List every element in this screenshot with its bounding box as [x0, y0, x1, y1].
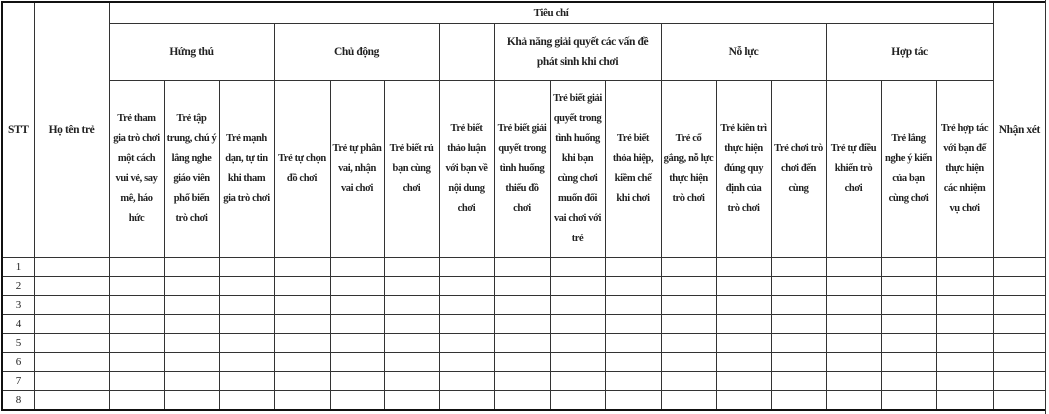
row-number: 6 — [2, 353, 34, 372]
score-cell[interactable] — [384, 296, 439, 315]
score-cell[interactable] — [384, 277, 439, 296]
score-cell[interactable] — [716, 334, 771, 353]
score-cell[interactable] — [384, 258, 439, 277]
score-cell[interactable] — [164, 372, 219, 391]
score-cell[interactable] — [771, 277, 826, 296]
score-cell[interactable] — [881, 258, 936, 277]
score-cell[interactable] — [439, 296, 494, 315]
criterion: Trẻ tự phân vai, nhận vai chơi — [330, 81, 384, 258]
score-cell[interactable] — [494, 391, 550, 411]
score-cell[interactable] — [661, 391, 716, 411]
score-cell[interactable] — [826, 315, 881, 334]
child-name-cell[interactable] — [34, 334, 109, 353]
score-cell[interactable] — [384, 372, 439, 391]
row-number: 1 — [2, 258, 34, 277]
table-row — [2, 296, 1046, 315]
score-cell[interactable] — [109, 353, 164, 372]
group-interest: Hứng thú — [109, 24, 274, 81]
child-name-cell[interactable] — [34, 258, 109, 277]
score-cell[interactable] — [109, 277, 164, 296]
table-row — [2, 258, 1046, 277]
criterion: Trẻ lắng nghe ý kiến của bạn cùng chơi — [881, 81, 936, 258]
name-header: Họ tên trẻ — [34, 2, 109, 258]
score-cell[interactable] — [109, 315, 164, 334]
criterion: Trẻ tự chọn đồ chơi — [274, 81, 330, 258]
score-cell[interactable] — [605, 391, 661, 411]
score-cell[interactable] — [716, 258, 771, 277]
table-row — [2, 315, 1046, 334]
child-name-cell[interactable] — [34, 353, 109, 372]
stt-header: STT — [2, 2, 34, 258]
score-cell[interactable] — [550, 296, 605, 315]
score-cell[interactable] — [164, 258, 219, 277]
criterion: Trẻ biết thỏa hiệp, kiềm chế khi chơi — [605, 81, 661, 258]
score-cell[interactable] — [771, 353, 826, 372]
score-cell[interactable] — [439, 372, 494, 391]
score-cell[interactable] — [439, 334, 494, 353]
score-cell[interactable] — [274, 277, 330, 296]
score-cell[interactable] — [826, 391, 881, 411]
criteria-header: Tiêu chí — [109, 2, 993, 24]
group-effort: Nỗ lực — [661, 24, 826, 81]
score-cell[interactable] — [716, 277, 771, 296]
score-cell[interactable] — [439, 353, 494, 372]
score-cell[interactable] — [605, 334, 661, 353]
score-cell[interactable] — [826, 258, 881, 277]
criterion: Trẻ biết giải quyết trong tình huống thiếu đồ chơi — [494, 81, 550, 258]
score-cell[interactable] — [605, 372, 661, 391]
criterion: Trẻ cố gắng, nỗ lực thực hiện trò chơi — [661, 81, 716, 258]
score-cell[interactable] — [330, 334, 384, 353]
score-cell[interactable] — [109, 334, 164, 353]
row-number: 7 — [2, 372, 34, 391]
score-cell[interactable] — [219, 315, 274, 334]
score-cell[interactable] — [164, 334, 219, 353]
score-cell[interactable] — [881, 315, 936, 334]
score-cell[interactable] — [164, 277, 219, 296]
row-number: 5 — [2, 334, 34, 353]
evaluation-table — [1, 1, 1047, 411]
score-cell[interactable] — [219, 296, 274, 315]
score-cell[interactable] — [605, 277, 661, 296]
score-cell[interactable] — [439, 315, 494, 334]
score-cell[interactable] — [164, 353, 219, 372]
score-cell[interactable] — [771, 315, 826, 334]
score-cell[interactable] — [109, 296, 164, 315]
comment-cell[interactable] — [993, 277, 1046, 296]
score-cell[interactable] — [826, 334, 881, 353]
comment-cell[interactable] — [993, 258, 1046, 277]
score-cell[interactable] — [494, 353, 550, 372]
score-cell[interactable] — [826, 277, 881, 296]
page-edge — [1045, 0, 1049, 414]
score-cell[interactable] — [494, 372, 550, 391]
table-row — [2, 391, 1046, 411]
score-cell[interactable] — [661, 258, 716, 277]
score-cell[interactable] — [771, 372, 826, 391]
child-name-cell[interactable] — [34, 315, 109, 334]
score-cell[interactable] — [330, 391, 384, 411]
score-cell[interactable] — [219, 372, 274, 391]
score-cell[interactable] — [716, 296, 771, 315]
score-cell[interactable] — [661, 277, 716, 296]
group-proactive: Chủ động — [274, 24, 439, 81]
score-cell[interactable] — [881, 391, 936, 411]
group-cooperation: Hợp tác — [826, 24, 993, 81]
table-row — [2, 334, 1046, 353]
child-name-cell[interactable] — [34, 277, 109, 296]
score-cell[interactable] — [550, 334, 605, 353]
score-cell[interactable] — [771, 391, 826, 411]
child-name-cell[interactable] — [34, 372, 109, 391]
score-cell[interactable] — [274, 334, 330, 353]
comment-cell[interactable] — [993, 334, 1046, 353]
score-cell[interactable] — [164, 296, 219, 315]
score-cell[interactable] — [384, 315, 439, 334]
score-cell[interactable] — [550, 258, 605, 277]
score-cell[interactable] — [881, 277, 936, 296]
score-cell[interactable] — [936, 315, 993, 334]
table-row — [2, 353, 1046, 372]
score-cell[interactable] — [219, 258, 274, 277]
row-number: 2 — [2, 277, 34, 296]
score-cell[interactable] — [550, 372, 605, 391]
score-cell[interactable] — [716, 372, 771, 391]
score-cell[interactable] — [494, 296, 550, 315]
comment-header: Nhận xét — [993, 2, 1046, 258]
score-cell[interactable] — [384, 334, 439, 353]
score-cell[interactable] — [881, 353, 936, 372]
score-cell[interactable] — [881, 296, 936, 315]
row-number: 3 — [2, 296, 34, 315]
score-cell[interactable] — [274, 353, 330, 372]
score-cell[interactable] — [494, 258, 550, 277]
score-cell[interactable] — [109, 258, 164, 277]
comment-cell[interactable] — [993, 391, 1046, 411]
score-cell[interactable] — [274, 296, 330, 315]
score-cell[interactable] — [330, 372, 384, 391]
score-cell[interactable] — [330, 277, 384, 296]
row-number: 8 — [2, 391, 34, 411]
comment-cell[interactable] — [993, 372, 1046, 391]
score-cell[interactable] — [771, 258, 826, 277]
criterion: Trẻ hợp tác với bạn để thực hiện các nhiệm vụ chơi — [936, 81, 993, 258]
score-cell[interactable] — [936, 353, 993, 372]
criterion: Trẻ mạnh dạn, tự tin khi tham gia trò chơi — [219, 81, 274, 258]
score-cell[interactable] — [550, 315, 605, 334]
score-cell[interactable] — [661, 296, 716, 315]
score-cell[interactable] — [936, 334, 993, 353]
score-cell[interactable] — [219, 334, 274, 353]
score-cell[interactable] — [274, 372, 330, 391]
score-cell[interactable] — [164, 391, 219, 411]
score-cell[interactable] — [605, 258, 661, 277]
score-cell[interactable] — [716, 353, 771, 372]
score-cell[interactable] — [219, 391, 274, 411]
score-cell[interactable] — [716, 315, 771, 334]
table-row — [2, 372, 1046, 391]
score-cell[interactable] — [661, 372, 716, 391]
score-cell[interactable] — [274, 315, 330, 334]
score-cell[interactable] — [550, 353, 605, 372]
score-cell[interactable] — [219, 277, 274, 296]
score-cell[interactable] — [826, 296, 881, 315]
criterion: Trẻ biết thảo luận với bạn về nội dung chơi — [439, 81, 494, 258]
criterion: Trẻ tập trung, chú ý lắng nghe giáo viên phổ biến trò chơi — [164, 81, 219, 258]
child-name-cell[interactable] — [34, 391, 109, 411]
group-blank — [439, 24, 494, 81]
score-cell[interactable] — [109, 391, 164, 411]
score-cell[interactable] — [661, 353, 716, 372]
comment-cell[interactable] — [993, 353, 1046, 372]
score-cell[interactable] — [494, 334, 550, 353]
score-cell[interactable] — [330, 258, 384, 277]
score-cell[interactable] — [605, 353, 661, 372]
score-cell[interactable] — [219, 353, 274, 372]
criterion: Trẻ biết rủ bạn cùng chơi — [384, 81, 439, 258]
score-cell[interactable] — [330, 296, 384, 315]
score-cell[interactable] — [716, 391, 771, 411]
score-cell[interactable] — [109, 372, 164, 391]
score-cell[interactable] — [936, 372, 993, 391]
score-cell[interactable] — [439, 258, 494, 277]
score-cell[interactable] — [439, 277, 494, 296]
criterion: Trẻ kiên trì thực hiện đúng quy định của trò chơi — [716, 81, 771, 258]
score-cell[interactable] — [550, 277, 605, 296]
table-row — [2, 277, 1046, 296]
score-cell[interactable] — [330, 315, 384, 334]
score-cell[interactable] — [605, 296, 661, 315]
score-cell[interactable] — [936, 258, 993, 277]
row-number: 4 — [2, 315, 34, 334]
score-cell[interactable] — [274, 391, 330, 411]
score-cell[interactable] — [384, 353, 439, 372]
score-cell[interactable] — [494, 315, 550, 334]
score-cell[interactable] — [330, 353, 384, 372]
score-cell[interactable] — [771, 296, 826, 315]
score-cell[interactable] — [936, 296, 993, 315]
score-cell[interactable] — [936, 277, 993, 296]
criterion: Trẻ tham gia trò chơi một cách vui vẻ, say mê, háo hức — [109, 81, 164, 258]
criterion: Trẻ tự điều khiển trò chơi — [826, 81, 881, 258]
score-cell[interactable] — [550, 391, 605, 411]
score-cell[interactable] — [826, 372, 881, 391]
score-cell[interactable] — [771, 334, 826, 353]
criterion: Trẻ biết giải quyết trong tình huống khi bạn cùng chơi muốn đổi vai chơi với trẻ — [550, 81, 605, 258]
comment-cell[interactable] — [993, 315, 1046, 334]
score-cell[interactable] — [605, 315, 661, 334]
score-cell[interactable] — [661, 315, 716, 334]
score-cell[interactable] — [661, 334, 716, 353]
score-cell[interactable] — [936, 391, 993, 411]
score-cell[interactable] — [384, 391, 439, 411]
group-problem-solving: Khả năng giải quyết các vấn đề phát sinh khi chơi — [494, 24, 661, 81]
score-cell[interactable] — [494, 277, 550, 296]
score-cell[interactable] — [439, 391, 494, 411]
child-name-cell[interactable] — [34, 296, 109, 315]
score-cell[interactable] — [881, 334, 936, 353]
table-body — [2, 258, 1046, 411]
score-cell[interactable] — [274, 258, 330, 277]
score-cell[interactable] — [826, 353, 881, 372]
criterion: Trẻ chơi trò chơi đến cùng — [771, 81, 826, 258]
score-cell[interactable] — [164, 315, 219, 334]
comment-cell[interactable] — [993, 296, 1046, 315]
score-cell[interactable] — [881, 372, 936, 391]
